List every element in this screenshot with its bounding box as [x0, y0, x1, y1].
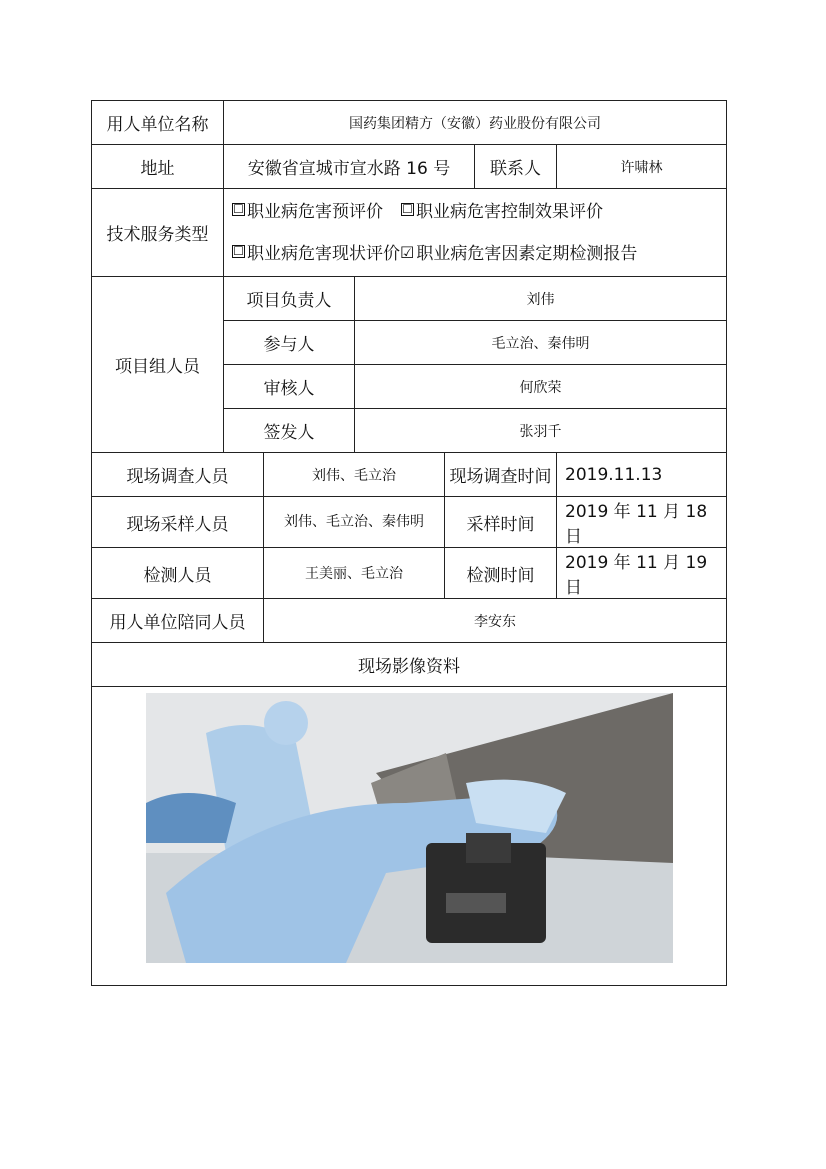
checkbox-icon[interactable]: ☐	[233, 202, 244, 216]
service-option-label: 职业病危害预评价	[247, 201, 383, 222]
service-label: 技术服务类型	[92, 189, 224, 277]
sampling-label: 现场采样人员	[92, 497, 264, 548]
sampling-people: 刘伟、毛立治、秦伟明	[264, 497, 445, 548]
address-label: 地址	[92, 145, 224, 189]
photo-header-row	[92, 643, 727, 687]
service-option-label: 职业病危害因素定期检测报告	[416, 243, 638, 264]
survey-time-label: 现场调查时间	[445, 453, 557, 497]
unit-value: 国药集团精方（安徽）药业股份有限公司	[224, 101, 727, 145]
sampling-time: 2019 年 11 月 18 日	[557, 497, 727, 548]
testing-time: 2019 年 11 月 19 日	[557, 548, 727, 599]
survey-row	[92, 453, 727, 497]
info-form	[91, 100, 727, 986]
testing-label: 检测人员	[92, 548, 264, 599]
service-option[interactable]	[232, 202, 383, 222]
team-role: 签发人	[224, 409, 355, 453]
checkbox-icon[interactable]: ☐	[233, 244, 244, 258]
survey-label: 现场调查人员	[92, 453, 264, 497]
checkbox-icon[interactable]: ☐	[402, 202, 413, 216]
contact-label: 联系人	[475, 145, 557, 189]
team-name: 张羽千	[355, 409, 727, 453]
unit-label: 用人单位名称	[92, 101, 224, 145]
survey-time: 2019.11.13	[557, 453, 727, 497]
photo-cell	[92, 687, 727, 986]
address-row	[92, 145, 727, 189]
team-role: 参与人	[224, 321, 355, 365]
testing-time-label: 检测时间	[445, 548, 557, 599]
team-label: 项目组人员	[92, 277, 224, 453]
testing-row	[92, 548, 727, 599]
checked-checkbox-icon[interactable]: ☑	[400, 243, 415, 262]
service-row	[92, 189, 727, 277]
sampling-row	[92, 497, 727, 548]
survey-people: 刘伟、毛立治	[264, 453, 445, 497]
accompany-label: 用人单位陪同人员	[92, 599, 264, 643]
photo-row	[92, 687, 727, 986]
photo-header: 现场影像资料	[92, 643, 727, 687]
team-name: 毛立治、秦伟明	[355, 321, 727, 365]
service-option[interactable]	[400, 244, 637, 264]
accompany-row	[92, 599, 727, 643]
service-option[interactable]	[232, 244, 400, 264]
team-role: 项目负责人	[224, 277, 355, 321]
team-row	[92, 277, 727, 321]
team-name: 何欣荣	[355, 365, 727, 409]
accompany-value: 李安东	[264, 599, 727, 643]
team-role: 审核人	[224, 365, 355, 409]
unit-row	[92, 101, 727, 145]
service-options	[224, 189, 727, 277]
service-option-label: 职业病危害控制效果评价	[416, 201, 603, 222]
site-photo	[146, 693, 673, 963]
testing-people: 王美丽、毛立治	[264, 548, 445, 599]
service-option[interactable]	[401, 202, 603, 222]
sampling-time-label: 采样时间	[445, 497, 557, 548]
contact-value: 许啸林	[557, 145, 727, 189]
team-name: 刘伟	[355, 277, 727, 321]
service-option-label: 职业病危害现状评价	[247, 243, 400, 264]
address-value: 安徽省宣城市宣水路 16 号	[224, 145, 475, 189]
